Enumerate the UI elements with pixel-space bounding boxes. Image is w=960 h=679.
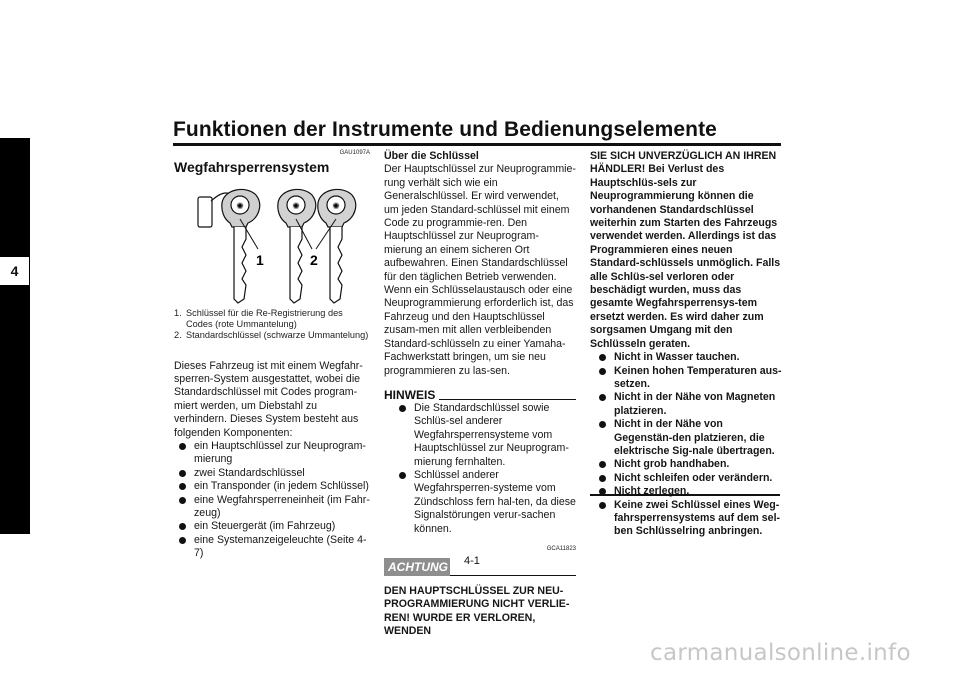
list-item: eine Wegfahrsperreneinheit (im Fahr-zeug)	[174, 494, 370, 521]
list-item: Nicht schleifen oder verändern.	[594, 472, 782, 485]
hinweis-label: HINWEIS	[384, 387, 436, 402]
subheading: Über die Schlüssel	[384, 150, 479, 162]
hinweis-list	[384, 402, 576, 536]
intro-paragraph: Dieses Fahrzeug ist mit einem Wegfahr-sperren-System ausgestattet, wobei die Standardschlüssel mit Codes program-miert werden, um Diebstahl zu verhindern. Dieses System besteht aus folgenden Komponenten:	[174, 359, 363, 439]
page-number: 4-1	[464, 555, 480, 567]
figure-captions	[174, 308, 370, 342]
list-item: ein Hauptschlüssel zur Neuprogram-mierung	[174, 440, 370, 467]
chapter-tab	[0, 138, 30, 534]
section-end-rule	[590, 494, 780, 496]
achtung-label: ACHTUNG	[384, 558, 450, 576]
caption-item: 1. Schlüssel für die Re-Registrierung des Codes (rote Ummantelung)	[174, 308, 343, 330]
header-rule	[173, 143, 781, 146]
chapter-number: 4	[0, 256, 30, 286]
list-item: Schlüssel anderer Wegfahrsperren-systeme vom Zündschloss fern hal-ten, da diese Signalstörungen verur-sachen können.	[394, 469, 576, 536]
section-code: GAU1097A	[339, 150, 370, 156]
keys-paragraph: Der Hauptschlüssel zur Neuprogrammie-rung verhält sich wie ein Generalschlüssel. Er wird verwendet, um jeden Standard-schlüssel mit einem Code zu programmie-ren. Den Hauptschlüssel zur Neuprogram-mierung an einem sicheren Ort aufbewahren. Einen Standardschlüssel für den täglichen Betrieb verwenden. Wenn ein Schlüsselaustausch oder eine Neuprogrammierung erforderlich ist, das Fahrzeug und den Hauptschlüssel zusam-men mit allen verbleibenden Standard-schlüsseln zu einer Yamaha-Fachwerkstatt bringen, um sie neu programmieren zu las-sen.	[384, 163, 576, 377]
list-item: Die Standardschlüssel sowie Schlüs-sel anderer Wegfahrsperrensysteme vom Hauptschlüssel zur Neuprogram-mierung fernhalten.	[394, 402, 576, 469]
column-1	[174, 150, 370, 561]
list-item: zwei Standardschlüssel	[174, 467, 370, 480]
achtung-header	[384, 542, 576, 582]
keys-figure	[174, 181, 370, 307]
svg-text:✺: ✺	[236, 202, 244, 212]
list-item: Nicht in der Nähe von Magneten platzieren.	[594, 391, 782, 418]
svg-text:✺: ✺	[292, 202, 300, 212]
list-item: Nicht zerlegen.	[594, 485, 782, 498]
key-tag	[198, 197, 212, 227]
warning-list	[590, 351, 782, 539]
key-3-icon	[318, 189, 356, 303]
svg-text:✺: ✺	[332, 202, 340, 212]
figure-label-2: 2	[310, 252, 318, 268]
list-item: eine Systemanzeigeleuchte (Seite 4-7)	[174, 534, 370, 561]
section-heading: Wegfahrsperrensystem	[174, 159, 330, 175]
hinweis-header	[384, 388, 576, 402]
warning-paragraph: SIE SICH UNVERZÜGLICH AN IHREN HÄNDLER! Bei Verlust des Hauptschlüs-sels zur Neuprogrammierung können die vorhandenen Standardschlüssel weiterhin zum Starten des Fahrzeugs verwendet werden. Allerdings ist das Programmieren eines neuen Standard-schlüssels unmöglich. Falls alle Schlüs-sel verloren oder beschädigt wurden, muss das gesamte Wegfahrsperrensys-tem ersetzt werden. Es wird daher zum sorgsamen Umgang mit den Schlüsseln geraten.	[590, 150, 781, 350]
list-item: Nicht in Wasser tauchen.	[594, 351, 782, 364]
list-item: Keine zwei Schlüssel eines Weg-fahrsperrensystems auf dem sel-ben Schlüsselring anbringen.	[594, 499, 782, 539]
list-item: Keinen hohen Temperaturen aus-setzen.	[594, 365, 782, 392]
list-item: Nicht in der Nähe von Gegenstän-den platzieren, die elektrische Sig-nale übertragen.	[594, 418, 782, 458]
achtung-text: DEN HAUPTSCHLÜSSEL ZUR NEU-PROGRAMMIERUNG NICHT VERLIE-REN! WURDE ER VERLOREN, WENDEN	[384, 584, 570, 638]
achtung-code: GCA11823	[546, 545, 576, 552]
list-item: ein Steuergerät (im Fahrzeug)	[174, 520, 370, 533]
key-1-icon	[222, 189, 260, 303]
caption-item: 2. Standardschlüssel (schwarze Ummantelung)	[174, 330, 369, 341]
column-2	[384, 150, 576, 639]
achtung-rule	[450, 575, 576, 576]
figure-label-1: 1	[256, 252, 264, 268]
hinweis-rule	[439, 399, 576, 400]
components-list	[174, 440, 370, 561]
column-3	[590, 150, 782, 539]
page-title: Funktionen der Instrumente und Bedienungselemente	[173, 118, 717, 141]
list-item: ein Transponder (in jedem Schlüssel)	[174, 480, 370, 493]
list-item: Nicht grob handhaben.	[594, 458, 782, 471]
watermark: carmanualsonline.info	[650, 640, 911, 666]
